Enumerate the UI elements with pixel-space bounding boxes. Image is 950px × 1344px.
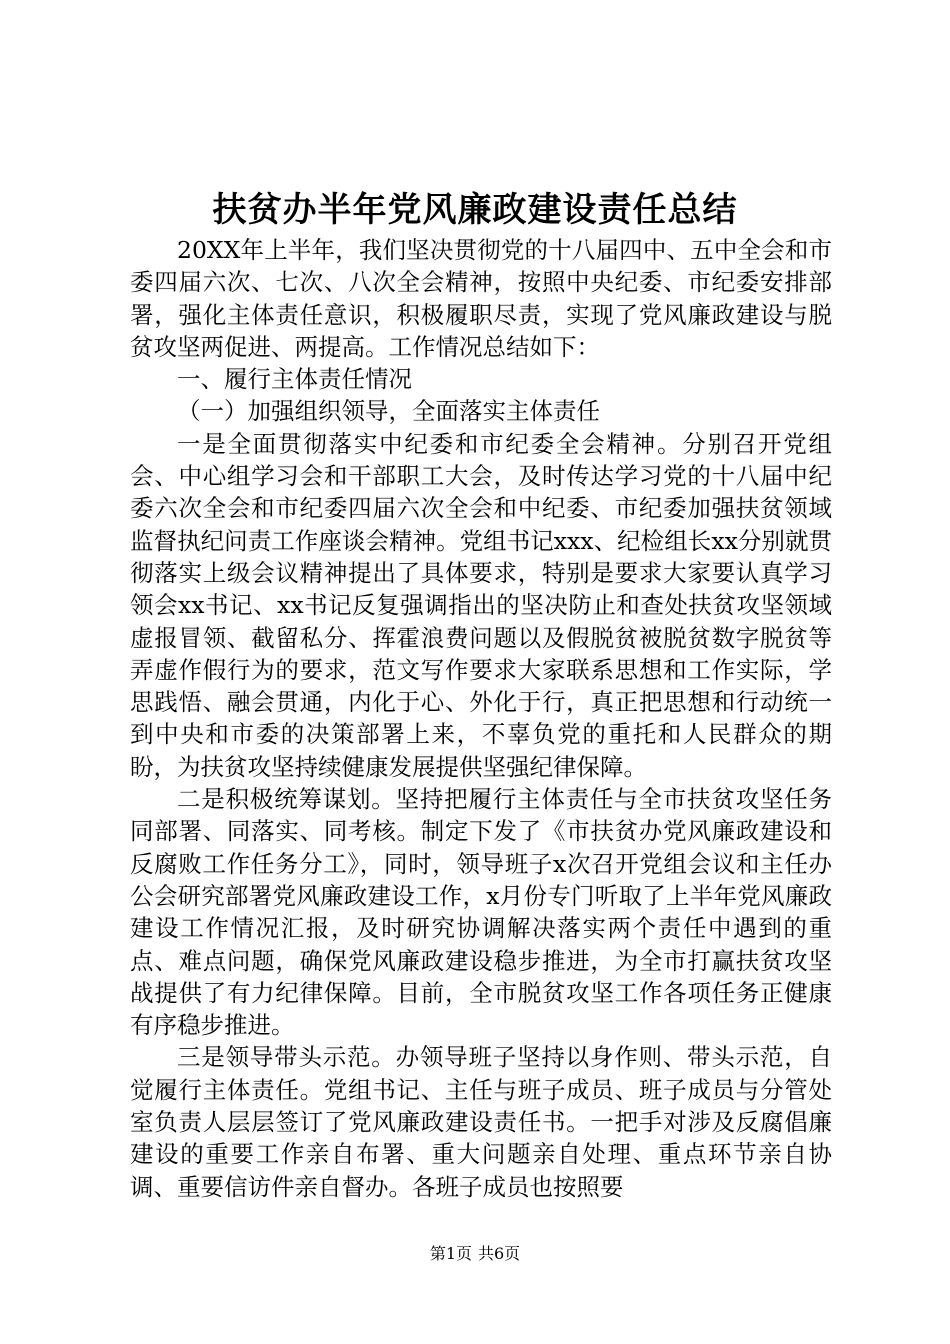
paragraph-second-point: 二是积极统筹谋划。坚持把履行主体责任与全市扶贫攻坚任务同部署、同落实、同考核。制定下发了《市扶贫办党风廉政建设和反腐败工作任务分工》，同时，领导班子x次召开党组会议和主任办公会研究部署党风廉政建设工作，x月份专门听取了上半年党风廉政建设工作情况汇报，及时研究协调解决落实两个责任中遇到的重点、难点问题，确保党风廉政建设稳步推进，为全市打赢扶贫攻坚战提供了有力纪律保障。目前，全市脱贫攻坚工作各项任务正健康有序稳步推进。 xyxy=(130,785,832,1040)
subsection-heading: （一）加强组织领导，全面落实主体责任 xyxy=(177,397,600,426)
page-number: 第1页 xyxy=(429,1244,472,1263)
document-title: 扶贫办半年党风廉政建设责任总结 xyxy=(212,190,738,230)
document-body xyxy=(130,234,832,1203)
section-heading: 一、履行主体责任情况 xyxy=(177,365,412,394)
paragraph-intro: 20XX年上半年，我们坚决贯彻党的十八届四中、五中全会和市委四届六次、七次、八次全会精神，按照中央纪委、市纪委安排部署，强化主体责任意识，积极履职尽责，实现了党风廉政建设与脱贫攻坚两促进、两提高。工作情况总结如下： xyxy=(130,236,832,361)
page-total: 共6页 xyxy=(478,1244,521,1263)
paragraph-first-point: 一是全面贯彻落实中纪委和市纪委全会精神。分别召开党组会、中心组学习会和干部职工大会，及时传达学习党的十八届中纪委六次全会和市纪委四届六次全会和中纪委、市纪委加强扶贫领域监督执纪问责工作座谈会精神。党组书记xxx、纪检组长xx分别就贯彻落实上级会议精神提出了具体要求，特别是要求大家要认真学习领会xx书记、xx书记反复强调指出的坚决防止和查处扶贫攻坚领域虚报冒领、截留私分、挥霍浪费问题以及假脱贫被脱贫数字脱贫等弄虚作假行为的要求，范文写作要求大家联系思想和工作实际，学思践悟、融会贯通，内化于心、外化于行，真正把思想和行动统一到中央和市委的决策部署上来，不辜负党的重托和人民群众的期盼，为扶贫攻坚持续健康发展提供坚强纪律保障。 xyxy=(130,429,832,781)
paragraph-third-point: 三是领导带头示范。办领导班子坚持以身作则、带头示范，自觉履行主体责任。党组书记、主任与班子成员、班子成员与分管处室负责人层层签订了党风廉政建设责任书。一把手对涉及反腐倡廉建设的重要工作亲自布署、重大问题亲自处理、重点环节亲自协调、重要信访件亲自督办。各班子成员也按照要 xyxy=(130,1043,832,1201)
page-footer xyxy=(0,1243,950,1265)
